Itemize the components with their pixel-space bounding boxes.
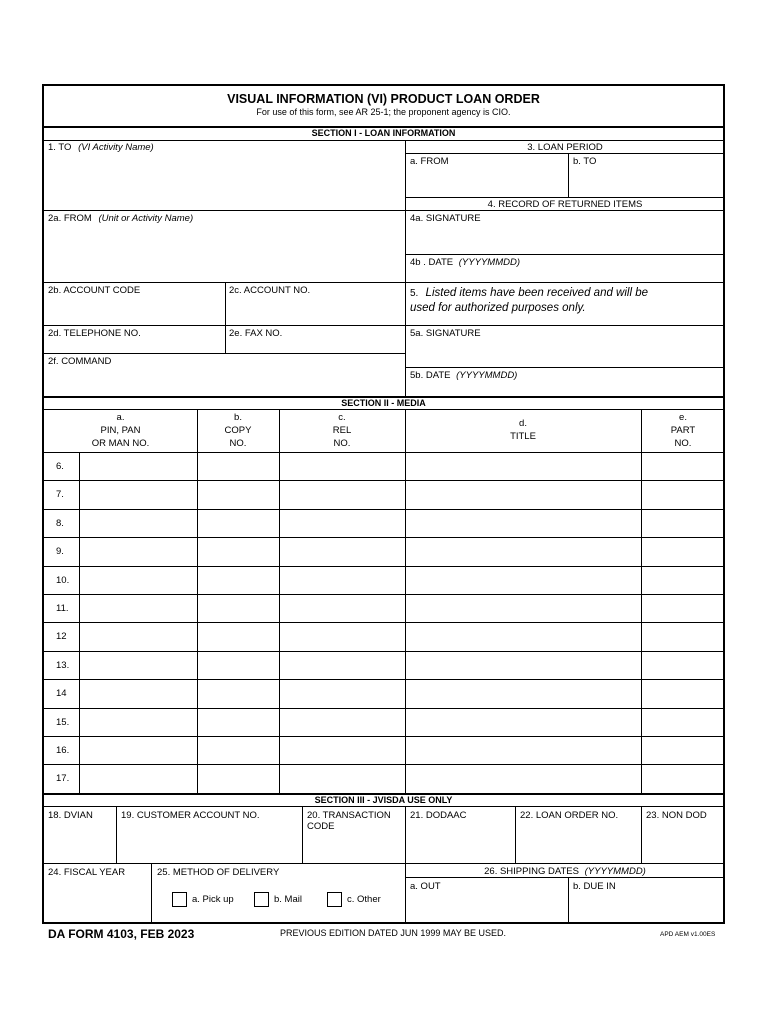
mail-checkbox[interactable] xyxy=(254,892,269,907)
statement-5 xyxy=(410,286,648,315)
part-field[interactable] xyxy=(642,680,724,707)
due-in-label: b. DUE IN xyxy=(573,881,616,892)
date-4b-field[interactable] xyxy=(406,269,724,281)
rel-field[interactable] xyxy=(280,538,405,565)
to-label xyxy=(48,142,154,153)
col-c-header xyxy=(279,412,405,449)
part-field[interactable] xyxy=(642,623,724,650)
title-field[interactable] xyxy=(406,595,641,622)
col-a-header xyxy=(44,412,197,449)
command-field[interactable] xyxy=(44,368,404,396)
rel-field[interactable] xyxy=(280,623,405,650)
loan-order-field[interactable] xyxy=(516,822,640,862)
transaction-code-line-1: 20. TRANSACTION xyxy=(307,810,391,821)
row-number: 11. xyxy=(56,603,69,614)
loan-to-label: b. TO xyxy=(573,156,597,167)
copy-field[interactable] xyxy=(198,453,279,480)
to-field[interactable] xyxy=(44,154,404,209)
date-4b-label-text: 4b . DATE xyxy=(410,257,454,268)
divider xyxy=(42,863,725,864)
row-number: 15. xyxy=(56,716,70,728)
pin-field[interactable] xyxy=(80,595,197,622)
date-4b-hint: (YYYYMMDD) xyxy=(458,257,520,268)
col-c-line-2: NO. xyxy=(333,438,351,449)
title-field[interactable] xyxy=(406,623,641,650)
divider xyxy=(42,409,725,410)
loan-period-label: 3. LOAN PERIOD xyxy=(527,142,603,153)
signature-5a-field[interactable] xyxy=(406,340,724,366)
date-5b-label-text: 5b. DATE xyxy=(410,370,451,381)
due-in-field[interactable] xyxy=(569,893,724,922)
part-field[interactable] xyxy=(642,481,724,508)
method-delivery-label: 25. METHOD OF DELIVERY xyxy=(157,867,280,878)
divider xyxy=(405,197,725,198)
pin-field[interactable] xyxy=(80,737,197,764)
pin-field[interactable] xyxy=(80,567,197,594)
row-number: 7. xyxy=(56,489,64,501)
pickup-label: a. Pick up xyxy=(192,894,234,905)
statement-number: 5. xyxy=(410,288,419,299)
divider xyxy=(42,806,725,807)
telephone-label: 2d. TELEPHONE NO. xyxy=(48,328,141,339)
rel-field[interactable] xyxy=(280,595,405,622)
col-e-letter: e. xyxy=(679,412,687,423)
shipping-dates-label xyxy=(405,866,725,877)
col-b-line-1: COPY xyxy=(224,425,252,436)
pin-field[interactable] xyxy=(80,481,197,508)
title-field[interactable] xyxy=(406,510,641,537)
col-b-header xyxy=(197,412,279,449)
ship-out-label: a. OUT xyxy=(410,881,441,892)
record-returned-label: 4. RECORD OF RETURNED ITEMS xyxy=(487,199,643,210)
copy-field[interactable] xyxy=(198,481,279,508)
part-field[interactable] xyxy=(642,538,724,565)
copy-field[interactable] xyxy=(198,765,279,792)
col-e-header xyxy=(641,412,725,449)
transaction-code-field[interactable] xyxy=(303,834,404,862)
row-number: 14 xyxy=(56,688,67,700)
divider xyxy=(151,863,152,924)
pin-field[interactable] xyxy=(80,680,197,707)
rel-field[interactable] xyxy=(280,652,405,679)
row-number: 16. xyxy=(56,745,70,756)
copy-field[interactable] xyxy=(198,538,279,565)
title-field[interactable] xyxy=(406,765,641,792)
col-d-letter: d. xyxy=(519,418,527,429)
pin-field[interactable] xyxy=(80,510,197,537)
part-field[interactable] xyxy=(642,709,724,736)
dodaac-label: 21. DODAAC xyxy=(410,810,467,821)
section-3-header: SECTION III - JVISDA USE ONLY xyxy=(314,795,453,805)
copy-field[interactable] xyxy=(198,680,279,707)
divider xyxy=(405,367,725,368)
loan-from-field[interactable] xyxy=(406,168,567,196)
rel-field[interactable] xyxy=(280,453,405,480)
date-5b-hint: (YYYYMMDD) xyxy=(456,370,518,381)
divider xyxy=(42,353,405,354)
fax-field[interactable] xyxy=(226,340,404,352)
rel-field[interactable] xyxy=(280,709,405,736)
fiscal-year-label: 24. FISCAL YEAR xyxy=(48,867,126,878)
account-code-label: 2b. ACCOUNT CODE xyxy=(48,285,141,296)
divider xyxy=(42,140,725,141)
to-hint: (VI Activity Name) xyxy=(78,142,154,153)
pin-field[interactable] xyxy=(80,765,197,792)
loan-from-label: a. FROM xyxy=(410,156,449,167)
col-b-line-2: NO. xyxy=(229,438,247,449)
title-field[interactable] xyxy=(406,567,641,594)
part-field[interactable] xyxy=(642,453,724,480)
rel-field[interactable] xyxy=(280,765,405,792)
fiscal-year-field[interactable] xyxy=(44,879,150,922)
copy-field[interactable] xyxy=(198,737,279,764)
rel-field[interactable] xyxy=(280,567,405,594)
copy-field[interactable] xyxy=(198,510,279,537)
copy-field[interactable] xyxy=(198,623,279,650)
col-a-letter: a. xyxy=(116,412,125,423)
col-b-letter: b. xyxy=(234,412,242,423)
dodaac-field[interactable] xyxy=(406,822,514,862)
divider xyxy=(405,153,725,154)
part-field[interactable] xyxy=(642,567,724,594)
customer-account-field[interactable] xyxy=(117,822,301,862)
rel-field[interactable] xyxy=(280,510,405,537)
signature-4a-label: 4a. SIGNATURE xyxy=(410,213,481,224)
row-number: 17. xyxy=(56,773,70,785)
non-dod-field[interactable] xyxy=(642,822,724,862)
divider xyxy=(405,877,725,878)
statement-line-2: used for authorized purposes only. xyxy=(410,302,586,314)
row-number: 12 xyxy=(56,631,67,643)
ship-out-field[interactable] xyxy=(406,893,567,922)
fax-label: 2e. FAX NO. xyxy=(229,328,283,339)
divider xyxy=(42,210,405,211)
copy-field[interactable] xyxy=(198,567,279,594)
title-field[interactable] xyxy=(406,453,641,480)
row-number: 6. xyxy=(56,461,64,472)
col-e-line-1: PART xyxy=(670,425,696,436)
row-number: 8. xyxy=(56,517,64,529)
divider xyxy=(42,282,725,283)
rel-field[interactable] xyxy=(280,737,405,764)
transaction-code-line-2: CODE xyxy=(307,821,335,832)
row-number: 13. xyxy=(56,659,70,671)
transaction-code-label xyxy=(307,810,391,832)
customer-account-label: 19. CUSTOMER ACCOUNT NO. xyxy=(121,810,260,821)
col-a-line-1: PIN, PAN xyxy=(100,425,141,436)
signature-4a-field[interactable] xyxy=(406,225,724,253)
loan-order-label: 22. LOAN ORDER NO. xyxy=(520,810,619,821)
pin-field[interactable] xyxy=(80,623,197,650)
other-label: c. Other xyxy=(347,894,381,905)
statement-line-1: Listed items have been received and will be xyxy=(425,287,649,299)
copy-field[interactable] xyxy=(198,709,279,736)
shipping-dates-text: 26. SHIPPING DATES xyxy=(484,866,579,877)
other-checkbox[interactable] xyxy=(327,892,342,907)
shipping-dates-hint: (YYYYMMDD) xyxy=(584,866,646,877)
pin-field[interactable] xyxy=(80,709,197,736)
title-field[interactable] xyxy=(406,737,641,764)
from-label-text: 2a. FROM xyxy=(48,213,92,224)
part-field[interactable] xyxy=(642,595,724,622)
dvian-label: 18. DVIAN xyxy=(48,810,93,821)
col-d-line-1: TITLE xyxy=(510,431,536,442)
form-subtitle: For use of this form, see AR 25-1; the proponent agency is CIO. xyxy=(256,107,511,117)
title-field[interactable] xyxy=(406,481,641,508)
title-field[interactable] xyxy=(406,680,641,707)
col-d-header xyxy=(405,418,641,442)
account-code-field[interactable] xyxy=(44,297,224,324)
loan-to-field[interactable] xyxy=(569,168,724,196)
col-c-line-1: REL xyxy=(332,425,352,436)
title-field[interactable] xyxy=(406,709,641,736)
non-dod-label: 23. NON DOD xyxy=(646,810,707,821)
from-hint: (Unit or Activity Name) xyxy=(98,213,194,224)
row-number: 9. xyxy=(56,546,64,558)
divider xyxy=(42,325,725,326)
signature-5a-label: 5a. SIGNATURE xyxy=(410,328,481,339)
title-field[interactable] xyxy=(406,538,641,565)
dvian-field[interactable] xyxy=(44,822,115,862)
pin-field[interactable] xyxy=(80,453,197,480)
rel-field[interactable] xyxy=(280,481,405,508)
account-no-label: 2c. ACCOUNT NO. xyxy=(229,285,311,296)
divider xyxy=(405,254,725,255)
row-number: 10. xyxy=(56,574,70,586)
pickup-checkbox[interactable] xyxy=(172,892,187,907)
mail-label: b. Mail xyxy=(274,894,302,905)
edition-note: PREVIOUS EDITION DATED JUN 1999 MAY BE USED. xyxy=(280,928,507,938)
version-label: APD AEM v1.00ES xyxy=(660,931,716,938)
part-field[interactable] xyxy=(642,765,724,792)
date-4b-label xyxy=(410,257,520,268)
copy-field[interactable] xyxy=(198,595,279,622)
section-1-header: SECTION I - LOAN INFORMATION xyxy=(311,128,456,138)
from-label xyxy=(48,213,193,224)
copy-field[interactable] xyxy=(198,652,279,679)
date-5b-label xyxy=(410,370,517,381)
form-title: VISUAL INFORMATION (VI) PRODUCT LOAN ORDER xyxy=(227,92,540,106)
col-e-line-2: NO. xyxy=(674,438,692,449)
divider xyxy=(405,210,725,211)
form-number: DA FORM 4103, FEB 2023 xyxy=(48,927,195,941)
part-field[interactable] xyxy=(642,737,724,764)
from-field[interactable] xyxy=(44,225,404,281)
title-field[interactable] xyxy=(406,652,641,679)
part-field[interactable] xyxy=(642,652,724,679)
command-label: 2f. COMMAND xyxy=(48,356,112,367)
part-field[interactable] xyxy=(642,510,724,537)
section-2-header: SECTION II - MEDIA xyxy=(341,398,426,408)
col-a-line-2: OR MAN NO. xyxy=(91,438,150,449)
pin-field[interactable] xyxy=(80,538,197,565)
date-5b-field[interactable] xyxy=(406,382,724,396)
telephone-field[interactable] xyxy=(44,340,224,352)
account-no-field[interactable] xyxy=(226,297,404,324)
rel-field[interactable] xyxy=(280,680,405,707)
col-c-letter: c. xyxy=(338,412,346,423)
to-label-text: 1. TO xyxy=(48,142,72,153)
pin-field[interactable] xyxy=(80,652,197,679)
